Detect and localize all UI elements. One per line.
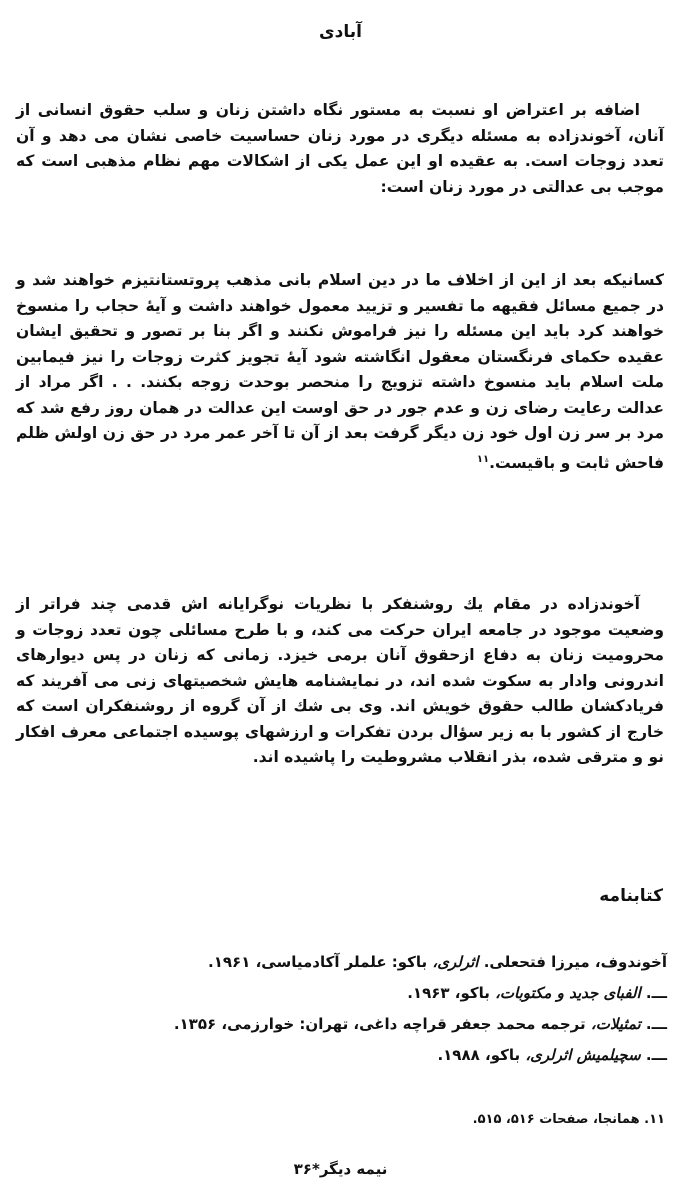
quote-text: کسانیکه بعد از این از اخلاف ما در دین اسلام بانی مذهب پروتستانتیزم خواهند شد و در جمیع مسائل فقیهه ما تفسیر و تزیید معمول خواهند داشت و آیهٔ حجاب را منسوخ خواهند کرد باید این مسئله را نیز فراموش نکنند و اگر بنا بر تصور و تحقیق ایشان عقیده حکمای فرنگستان معقول انگاشته شود آیهٔ تجویز کثرت زوجات را نیز فیمابین ملت اسلام باید منسوخ داشته تزویج را منحصر بوحدت زوجه بکنند. . . اگر مراد از عدالت رعایت رضای زن و عدم جور در حق اوست این عدالت در همان روز رفع شد که مرد بر سر زن اول خود زن دیگر گرفت بعد از آن تا آخر عمر مرد در حق زن اولش ظلم فاحش ثابت و باقیست.: [16, 271, 664, 472]
page-number: ۳۶: [293, 1160, 312, 1178]
entry-publication: باکو: علملر آکادمیاسی، ۱۹۶۱.: [208, 953, 428, 971]
page-footer: نیمه دیگر*۳۶: [293, 1160, 388, 1178]
bibliography-entry: [15, 947, 667, 978]
entry-title: اثرلری،: [432, 953, 479, 971]
journal-name: نیمه دیگر: [319, 1160, 388, 1178]
entry-title: سچیلمیش اثرلری،: [525, 1046, 641, 1064]
bibliography-entry: [15, 978, 667, 1009]
bibliography-list: [15, 947, 667, 1071]
footnote: ۱۱. همانجا، صفحات ۵۱۶، ۵۱۵.: [472, 1112, 665, 1127]
block-quote: [16, 268, 664, 476]
entry-publication: ترجمه محمد جعفر قراچه داغی، تهران: خوارزمی، ۱۳۵۶.: [173, 1015, 586, 1033]
entry-lead: ـــ.: [645, 1046, 667, 1064]
entry-title: تمثیلات،: [590, 1015, 641, 1033]
paragraph-analysis: آخوندزاده در مقام یك روشنفکر با نظریات نوگرایانه اش قدمی چند فراتر از وضعیت موجود در جامعه ایران حرکت می کند، و با طرح مسائلی چون تعدد زوجات و محرومیت زنان به دفاع ازحقوق آنان برمی خیزد. زمانی که زنان در پس دیوارهای اندرونی وادار به سکوت شده اند، در نمایشنامه هایش شخصیتهای زنی می آفریند که فریادکشان طالب حقوق خویش اند. وی بی شك از آن گروه از روشنفکران است که خارج از کشور با به زیر سؤال بردن تفکرات و ارزشهای پوسیده اجتماعی معرف افکار نو و مترقی شده، بذر انقلاب مشروطیت را پاشیده اند.: [16, 595, 664, 766]
entry-publication: باکو، ۱۹۸۸.: [437, 1046, 521, 1064]
bibliography-title: کتابنامه: [599, 886, 663, 906]
entry-lead: ـــ.: [645, 1015, 667, 1033]
footnote-ref: ۱۱: [476, 453, 490, 465]
entry-title: الفبای جدید و مکتوبات،: [495, 984, 641, 1002]
entry-lead: ـــ.: [645, 984, 667, 1002]
paragraph-intro: اضافه بر اعتراض او نسبت به مستور نگاه داشتن زنان و سلب حقوق انسانی از آنان، آخوندزاده به مسئله دیگری در مورد زنان حساسیت خاصی نشان می دهد و آن تعدد زوجات است. به عقیده او این عمل یکی از اشکالات مهم نظام مذهبی است که موجب بی عدالتی در مورد زنان است:: [16, 101, 664, 196]
entry-lead: آخوندوف، میرزا فتحعلی.: [483, 953, 667, 971]
entry-publication: باکو، ۱۹۶۳.: [407, 984, 490, 1002]
bibliography-entry: [15, 1009, 667, 1040]
bibliography-entry: [15, 1040, 667, 1071]
running-header: آبادی: [319, 22, 362, 42]
